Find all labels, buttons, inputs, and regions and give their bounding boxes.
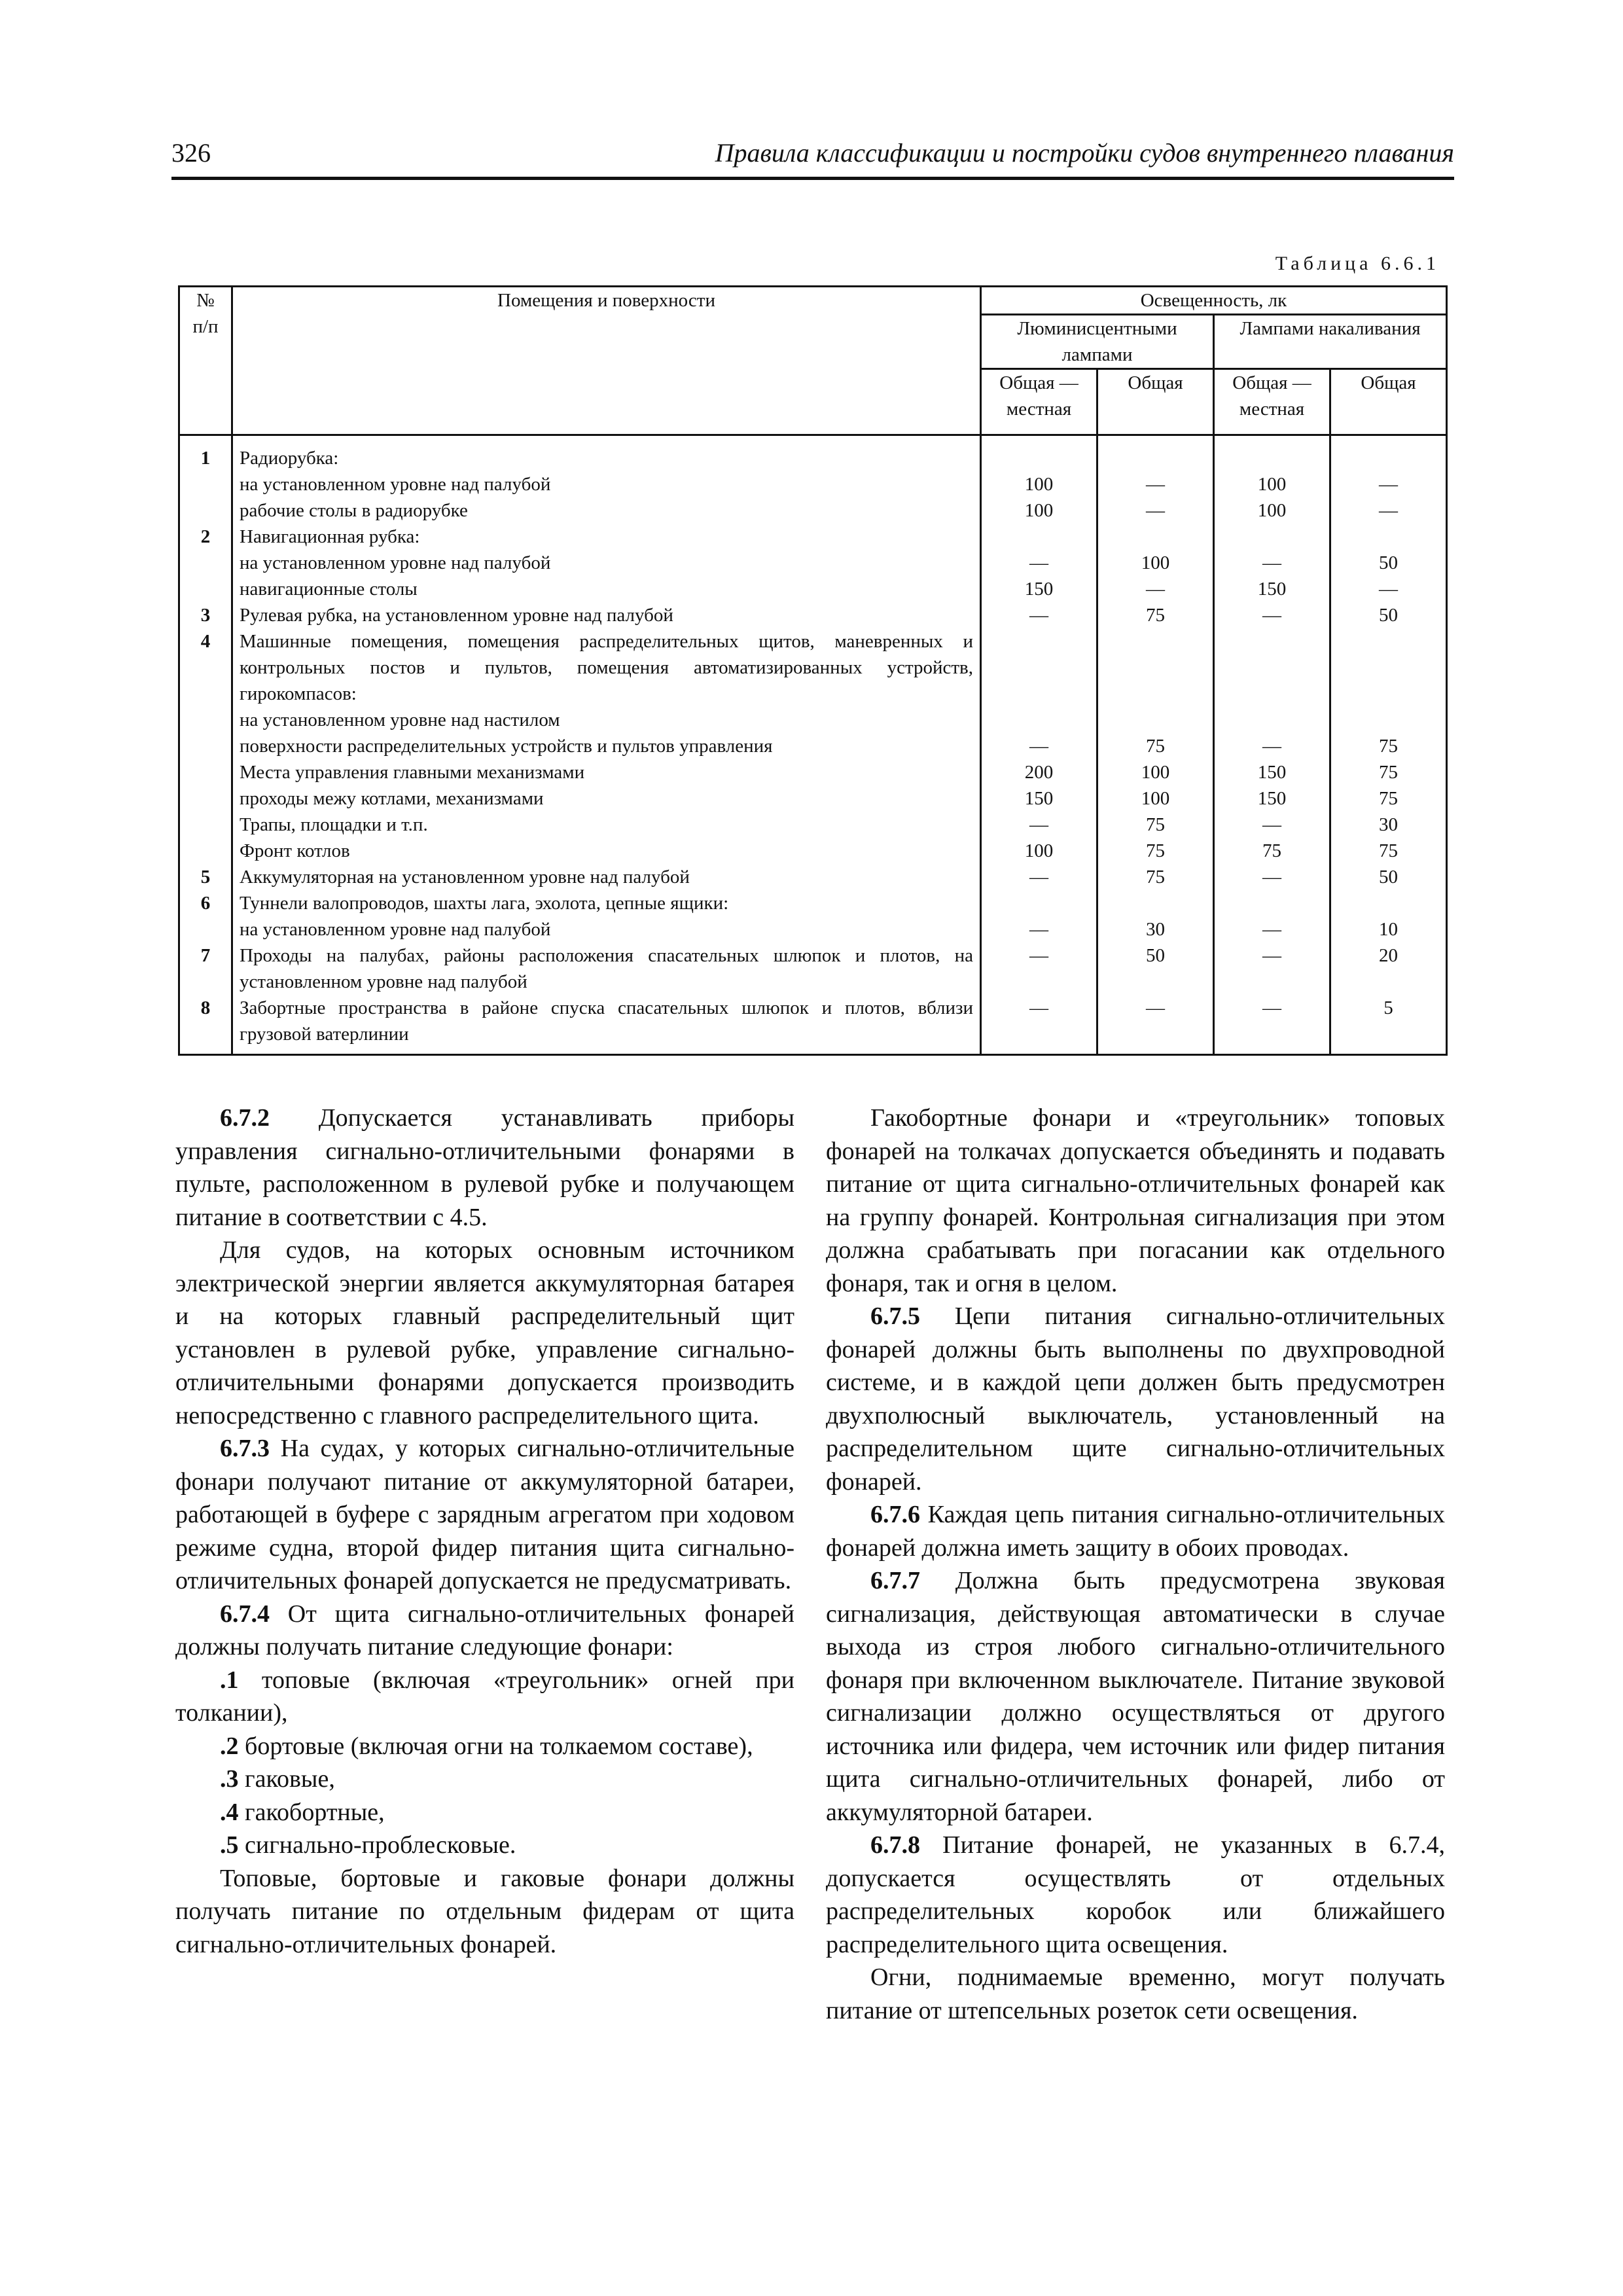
- row-value: 100: [1214, 497, 1330, 524]
- table-body: [179, 435, 1447, 1055]
- row-value: [1097, 435, 1214, 472]
- row-value: 100: [981, 838, 1097, 864]
- row-description: Навигационная рубка:: [232, 524, 981, 550]
- table-row: [179, 890, 1447, 916]
- row-value: —: [1214, 864, 1330, 890]
- row-value: [981, 524, 1097, 550]
- row-value: [1214, 707, 1330, 733]
- row-value: —: [1097, 471, 1214, 497]
- table-row: [179, 812, 1447, 838]
- row-value: —: [1097, 497, 1214, 524]
- paragraph: [826, 1564, 1445, 1829]
- row-description: поверхности распределительных устройств и пультов управления: [232, 733, 981, 759]
- clause-number: .4: [220, 1798, 239, 1826]
- row-value: 100: [981, 471, 1097, 497]
- row-value: 150: [981, 576, 1097, 602]
- row-value: —: [1097, 995, 1214, 1055]
- row-description: на установленном уровне над палубой: [232, 550, 981, 576]
- illumination-table: [178, 285, 1448, 1056]
- row-number: [179, 576, 232, 602]
- row-value: [1330, 707, 1447, 733]
- row-number: [179, 812, 232, 838]
- row-description: Забортные пространства в районе спуска спасательных шлюпок и плотов, вблизи грузовой ватерлинии: [232, 995, 981, 1055]
- clause-number: 6.7.6: [870, 1501, 920, 1528]
- row-description: Туннели валопроводов, шахты лага, эхолота, цепные ящики:: [232, 890, 981, 916]
- row-description: Рулевая рубка, на установленном уровне над палубой: [232, 602, 981, 628]
- header-fluorescent: Люминисцентными лампами: [981, 315, 1214, 369]
- row-number: 5: [179, 864, 232, 890]
- paragraph: [175, 1796, 794, 1829]
- row-value: 75: [1097, 602, 1214, 628]
- row-value: 75: [1097, 864, 1214, 890]
- row-value: [1097, 524, 1214, 550]
- row-value: 75: [1097, 838, 1214, 864]
- row-description: Радиорубка:: [232, 435, 981, 472]
- paragraph-text: сигнально-проблесковые.: [238, 1831, 516, 1859]
- row-value: 75: [1330, 785, 1447, 812]
- header-illumination: Освещенность, лк: [981, 287, 1447, 315]
- body-column-left: [175, 1102, 794, 1961]
- row-number: [179, 707, 232, 733]
- page-header: [171, 137, 1454, 175]
- row-value: —: [1330, 497, 1447, 524]
- row-value: 75: [1330, 733, 1447, 759]
- row-value: —: [981, 602, 1097, 628]
- row-description: рабочие столы в радиорубке: [232, 497, 981, 524]
- row-value: [1330, 435, 1447, 472]
- row-number: [179, 733, 232, 759]
- row-number: [179, 497, 232, 524]
- row-value: [981, 435, 1097, 472]
- table-row: [179, 916, 1447, 942]
- row-value: [981, 707, 1097, 733]
- header-num: № п/п: [179, 287, 232, 435]
- table-row: [179, 550, 1447, 576]
- row-value: [981, 628, 1097, 707]
- table-row: [179, 524, 1447, 550]
- row-value: 50: [1330, 550, 1447, 576]
- row-value: —: [1214, 942, 1330, 995]
- paragraph: [175, 1102, 794, 1234]
- paragraph-text: От щита сигнально-отличительных фонарей должны получать питание следующие фонари:: [175, 1600, 794, 1660]
- row-value: 75: [1330, 759, 1447, 785]
- paragraph: [175, 1763, 794, 1796]
- row-value: 30: [1330, 812, 1447, 838]
- page-number: 326: [171, 138, 211, 168]
- clause-number: .1: [220, 1666, 239, 1694]
- row-value: —: [1214, 995, 1330, 1055]
- running-title: Правила классификации и постройки судов внутреннего плавания: [715, 138, 1454, 168]
- row-value: —: [1214, 602, 1330, 628]
- table-row: [179, 838, 1447, 864]
- header-incandescent: Лампами накаливания: [1214, 315, 1447, 369]
- clause-number: .5: [220, 1831, 239, 1859]
- paragraph-text: Топовые, бортовые и гаковые фонари должны получать питание по отдельным фидерам от щита сигнально-отличительных фонарей.: [175, 1864, 794, 1958]
- paragraph: [826, 1829, 1445, 1961]
- row-value: —: [981, 812, 1097, 838]
- row-value: —: [1214, 550, 1330, 576]
- row-number: 2: [179, 524, 232, 550]
- table-row: [179, 435, 1447, 472]
- row-number: 1: [179, 435, 232, 472]
- paragraph-text: Для судов, на которых основным источником электрической энергии является аккумуляторная батарея и на которых главный распределительный щит установлен в рулевой рубке, управление сигнально-отличительными фонарями допускается производить непосредственно с главного распределительного щита.: [175, 1236, 794, 1429]
- row-value: 50: [1330, 864, 1447, 890]
- row-value: 75: [1097, 733, 1214, 759]
- header-rooms: Помещения и поверхности: [232, 287, 981, 435]
- clause-number: 6.7.7: [870, 1567, 920, 1594]
- row-value: —: [981, 942, 1097, 995]
- row-value: [1097, 628, 1214, 707]
- row-value: —: [1330, 471, 1447, 497]
- paragraph-text: топовые (включая «треугольник» огней при толкании),: [175, 1666, 794, 1727]
- paragraph: [175, 1432, 794, 1598]
- row-value: —: [981, 864, 1097, 890]
- clause-number: .3: [220, 1765, 239, 1793]
- row-value: 100: [1097, 550, 1214, 576]
- row-value: [1214, 435, 1330, 472]
- paragraph: [826, 1498, 1445, 1564]
- clause-number: 6.7.2: [220, 1104, 270, 1132]
- clause-number: 6.7.8: [870, 1831, 920, 1859]
- table-row: [179, 864, 1447, 890]
- paragraph-text: Должна быть предусмотрена звуковая сигнализация, действующая автоматически в случае выхода из строя любого сигнально-отличительного фонаря при включенном выключателе. Питание звуковой сигнализации должно осуществляться от другого источника или фидера, чем источник или фидер питания щита сигнально-отличительных фонарей, либо от аккумуляторной батареи.: [826, 1567, 1445, 1826]
- row-description: навигационные столы: [232, 576, 981, 602]
- row-number: [179, 916, 232, 942]
- row-value: [1214, 890, 1330, 916]
- row-value: 200: [981, 759, 1097, 785]
- row-value: 5: [1330, 995, 1447, 1055]
- row-value: 50: [1097, 942, 1214, 995]
- row-value: 10: [1330, 916, 1447, 942]
- row-description: Фронт котлов: [232, 838, 981, 864]
- table-row: [179, 602, 1447, 628]
- paragraph-text: Допускается устанавливать приборы управления сигнально-отличительными фонарями в пульте, расположенном в рулевой рубке и получающем питание в соответствии с 4.5.: [175, 1104, 794, 1231]
- body-column-right: [826, 1102, 1445, 2027]
- row-value: —: [981, 550, 1097, 576]
- table-row: [179, 995, 1447, 1055]
- paragraph-text: Каждая цепь питания сигнально-отличительных фонарей должна иметь защиту в обоих проводах.: [826, 1501, 1445, 1562]
- header-inc-general-local: Общая — местная: [1214, 369, 1330, 435]
- header-inc-general: Общая: [1330, 369, 1447, 435]
- row-description: на установленном уровне над палубой: [232, 916, 981, 942]
- row-description: на установленном уровне над настилом: [232, 707, 981, 733]
- clause-number: .2: [220, 1732, 239, 1760]
- row-description: Места управления главными механизмами: [232, 759, 981, 785]
- row-number: 6: [179, 890, 232, 916]
- paragraph: [175, 1829, 794, 1862]
- row-value: 75: [1214, 838, 1330, 864]
- paragraph: [175, 1234, 794, 1432]
- paragraph-text: Гакобортные фонари и «треугольник» топовых фонарей на толкачах допускается объединять и подавать питание от щита сигнально-отличительных фонарей как на группу фонарей. Контрольная сигнализация при этом должна срабатывать при погасании как отдельного фонаря, так и огня в целом.: [826, 1104, 1445, 1297]
- paragraph: [175, 1730, 794, 1763]
- row-value: 100: [981, 497, 1097, 524]
- table-row: [179, 785, 1447, 812]
- row-value: —: [1214, 733, 1330, 759]
- table-row: [179, 759, 1447, 785]
- row-value: 20: [1330, 942, 1447, 995]
- paragraph: [826, 1102, 1445, 1300]
- row-description: Трапы, площадки и т.п.: [232, 812, 981, 838]
- row-value: 150: [1214, 576, 1330, 602]
- table-row: [179, 707, 1447, 733]
- table-row: [179, 942, 1447, 995]
- paragraph: [175, 1862, 794, 1962]
- row-number: 8: [179, 995, 232, 1055]
- row-description: Проходы на палубах, районы расположения спасательных шлюпок и плотов, на установленном уровне над палубой: [232, 942, 981, 995]
- table-caption: Таблица 6.6.1: [1275, 253, 1440, 274]
- row-value: —: [1214, 812, 1330, 838]
- paragraph-text: На судах, у которых сигнально-отличительные фонари получают питание от аккумуляторной батареи, работающей в буфере с зарядным агрегатом при ходовом режиме судна, второй фидер питания щита сигнально-отличительных фонарей допускается не предусматривать.: [175, 1435, 794, 1594]
- row-description: на установленном уровне над палубой: [232, 471, 981, 497]
- paragraph-text: бортовые (включая огни на толкаемом составе),: [238, 1732, 753, 1760]
- row-value: —: [1330, 576, 1447, 602]
- row-number: [179, 471, 232, 497]
- paragraph-text: Питание фонарей, не указанных в 6.7.4, допускается осуществлять от отдельных распределительных коробок или ближайшего распределительного щита освещения.: [826, 1831, 1445, 1958]
- row-value: 75: [1097, 812, 1214, 838]
- paragraph-text: Огни, поднимаемые временно, могут получать питание от штепсельных розеток сети освещения.: [826, 1964, 1445, 2024]
- row-value: [1330, 524, 1447, 550]
- row-value: 150: [981, 785, 1097, 812]
- row-value: [1330, 628, 1447, 707]
- row-value: —: [981, 995, 1097, 1055]
- row-description: Аккумуляторная на установленном уровне над палубой: [232, 864, 981, 890]
- row-description: Машинные помещения, помещения распределительных щитов, маневренных и контрольных постов и пультов, помещения автоматизированных устройств, гирокомпасов:: [232, 628, 981, 707]
- row-number: 4: [179, 628, 232, 707]
- clause-number: 6.7.4: [220, 1600, 270, 1628]
- row-value: 100: [1214, 471, 1330, 497]
- header-rule: [171, 177, 1454, 180]
- row-value: [1097, 707, 1214, 733]
- row-value: 100: [1097, 785, 1214, 812]
- row-number: [179, 550, 232, 576]
- row-value: —: [981, 733, 1097, 759]
- row-value: 75: [1330, 838, 1447, 864]
- row-value: [1214, 524, 1330, 550]
- row-number: [179, 759, 232, 785]
- row-value: 50: [1330, 602, 1447, 628]
- paragraph: [826, 1300, 1445, 1498]
- row-value: 30: [1097, 916, 1214, 942]
- paragraph-text: Цепи питания сигнально-отличительных фонарей должны быть выполнены по двухпроводной системе, и в каждой цепи должен быть предусмотрен двухполюсный выключатель, установленный на распределительном щите сигнально-отличительных фонарей.: [826, 1302, 1445, 1496]
- row-value: [981, 890, 1097, 916]
- header-fl-general: Общая: [1097, 369, 1214, 435]
- row-value: —: [1214, 916, 1330, 942]
- row-value: [1214, 628, 1330, 707]
- row-value: 100: [1097, 759, 1214, 785]
- row-number: [179, 785, 232, 812]
- row-description: проходы межу котлами, механизмами: [232, 785, 981, 812]
- paragraph-text: гаковые,: [238, 1765, 335, 1793]
- row-value: —: [981, 916, 1097, 942]
- row-value: [1330, 890, 1447, 916]
- paragraph: [826, 1961, 1445, 2027]
- table-row: [179, 471, 1447, 497]
- row-value: [1097, 890, 1214, 916]
- clause-number: 6.7.3: [220, 1435, 270, 1462]
- paragraph: [175, 1598, 794, 1664]
- paragraph: [175, 1664, 794, 1730]
- row-number: 3: [179, 602, 232, 628]
- paragraph-text: гакобортные,: [238, 1798, 385, 1826]
- row-number: [179, 838, 232, 864]
- table-row: [179, 576, 1447, 602]
- table-row: [179, 733, 1447, 759]
- row-value: 150: [1214, 759, 1330, 785]
- table-row: [179, 628, 1447, 707]
- row-number: 7: [179, 942, 232, 995]
- clause-number: 6.7.5: [870, 1302, 920, 1330]
- table-row: [179, 497, 1447, 524]
- row-value: —: [1097, 576, 1214, 602]
- header-fl-general-local: Общая — местная: [981, 369, 1097, 435]
- row-value: 150: [1214, 785, 1330, 812]
